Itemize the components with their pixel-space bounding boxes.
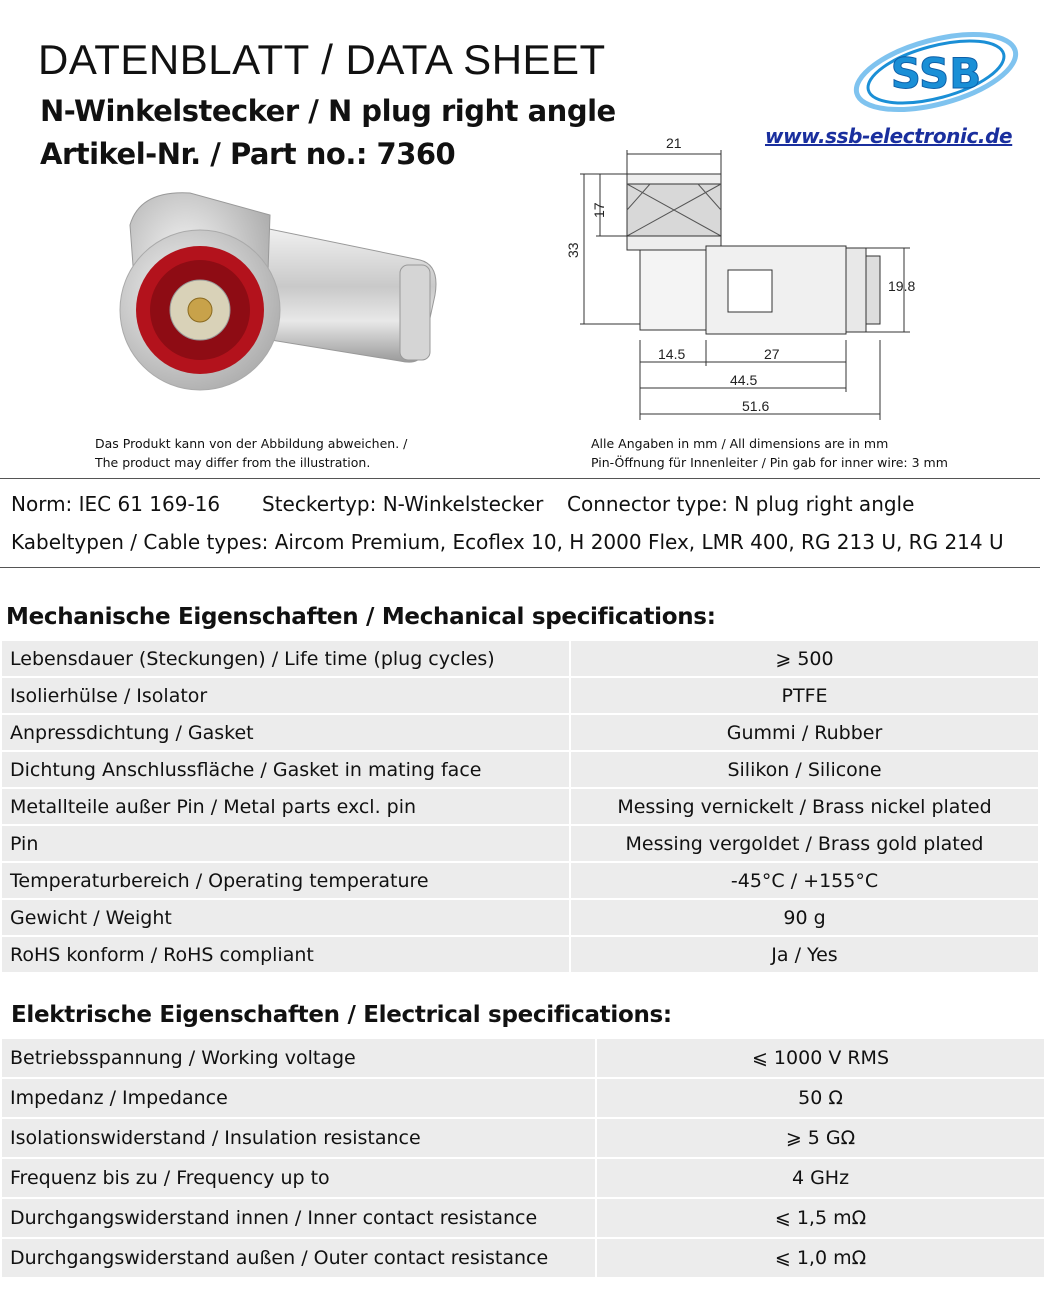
table-row [2, 715, 1038, 750]
spec-value: ⩾ 5 GΩ [595, 1119, 1044, 1157]
spec-value: PTFE [569, 678, 1038, 713]
table-row [2, 826, 1038, 861]
table-row [2, 789, 1038, 824]
spec-label: Isolationswiderstand / Insulation resistance [2, 1119, 595, 1157]
spec-label: Metallteile außer Pin / Metal parts excl. pin [2, 789, 569, 824]
spec-value: Messing vergoldet / Brass gold plated [569, 826, 1038, 861]
dim-33: 33 [565, 242, 581, 258]
table-row [2, 863, 1038, 898]
table-row [2, 641, 1038, 676]
logo-text: SSB [890, 49, 982, 98]
website-link[interactable]: www.ssb-electronic.de [765, 124, 1013, 148]
divider-top [0, 478, 1040, 479]
table-row [2, 1239, 1044, 1277]
connector-type: Connector type: N plug right angle [567, 492, 915, 516]
spec-value: Ja / Yes [569, 937, 1038, 972]
steckertyp: Steckertyp: N-Winkelstecker [262, 492, 544, 516]
page-title: DATENBLATT / DATA SHEET [38, 36, 606, 83]
spec-label: Pin [2, 826, 569, 861]
table-row [2, 752, 1038, 787]
norm: Norm: IEC 61 169-16 [11, 492, 221, 516]
table-row [2, 1199, 1044, 1237]
table-row [2, 900, 1038, 935]
dimension-drawing [560, 130, 940, 430]
spec-value: -45°C / +155°C [569, 863, 1038, 898]
spec-label: Durchgangswiderstand außen / Outer contact resistance [2, 1239, 595, 1277]
spec-value: ⩽ 1000 V RMS [595, 1039, 1044, 1077]
spec-label: Temperaturbereich / Operating temperature [2, 863, 569, 898]
spec-value: ⩾ 500 [569, 641, 1038, 676]
spec-label: Isolierhülse / Isolator [2, 678, 569, 713]
spec-label: Frequenz bis zu / Frequency up to [2, 1159, 595, 1197]
spec-label: Anpressdichtung / Gasket [2, 715, 569, 750]
part-number: Artikel-Nr. / Part no.: 7360 [40, 137, 456, 171]
table-row [2, 1119, 1044, 1157]
electrical-title: Elektrische Eigenschaften / Electrical specifications: [11, 1002, 672, 1028]
spec-value: ⩽ 1,0 mΩ [595, 1239, 1044, 1277]
table-row [2, 678, 1038, 713]
spec-label: Betriebsspannung / Working voltage [2, 1039, 595, 1077]
divider-bottom [0, 567, 1040, 568]
spec-value: Silikon / Silicone [569, 752, 1038, 787]
product-name: N-Winkelstecker / N plug right angle [40, 94, 616, 128]
dim-14-5: 14.5 [658, 346, 686, 362]
dim-21: 21 [666, 135, 682, 151]
spec-label: RoHS konform / RoHS compliant [2, 937, 569, 972]
photo-disclaimer: Das Produkt kann von der Abbildung abweichen. / The product may differ from the illustration. [95, 436, 408, 470]
spec-value: 4 GHz [595, 1159, 1044, 1197]
dim-44-5: 44.5 [730, 372, 758, 388]
dim-51-6: 51.6 [742, 398, 770, 414]
dim-19-8: 19.8 [888, 278, 916, 294]
product-photo [100, 185, 445, 405]
cable-types: Kabeltypen / Cable types: Aircom Premium, Ecoflex 10, H 2000 Flex, LMR 400, RG 213 U, RG 214 U [11, 530, 1004, 554]
spec-label: Durchgangswiderstand innen / Inner contact resistance [2, 1199, 595, 1237]
dimension-note: Alle Angaben in mm / All dimensions are in mm Pin-Öffnung für Innenleiter / Pin gab for inner wire: 3 mm [591, 436, 948, 470]
table-row [2, 1079, 1044, 1117]
dim-17: 17 [591, 202, 607, 218]
mechanical-title: Mechanische Eigenschaften / Mechanical specifications: [6, 604, 716, 630]
ssb-logo [850, 20, 1022, 120]
electrical-table [2, 1037, 1044, 1279]
spec-label: Dichtung Anschlussfläche / Gasket in mating face [2, 752, 569, 787]
spec-value: 50 Ω [595, 1079, 1044, 1117]
spec-value: Messing vernickelt / Brass nickel plated [569, 789, 1038, 824]
dim-27: 27 [764, 346, 780, 362]
table-row [2, 1159, 1044, 1197]
spec-value: ⩽ 1,5 mΩ [595, 1199, 1044, 1237]
mechanical-table [2, 639, 1038, 974]
spec-value: 90 g [569, 900, 1038, 935]
spec-label: Gewicht / Weight [2, 900, 569, 935]
spec-label: Lebensdauer (Steckungen) / Life time (plug cycles) [2, 641, 569, 676]
table-row [2, 937, 1038, 972]
spec-label: Impedanz / Impedance [2, 1079, 595, 1117]
table-row [2, 1039, 1044, 1077]
spec-value: Gummi / Rubber [569, 715, 1038, 750]
